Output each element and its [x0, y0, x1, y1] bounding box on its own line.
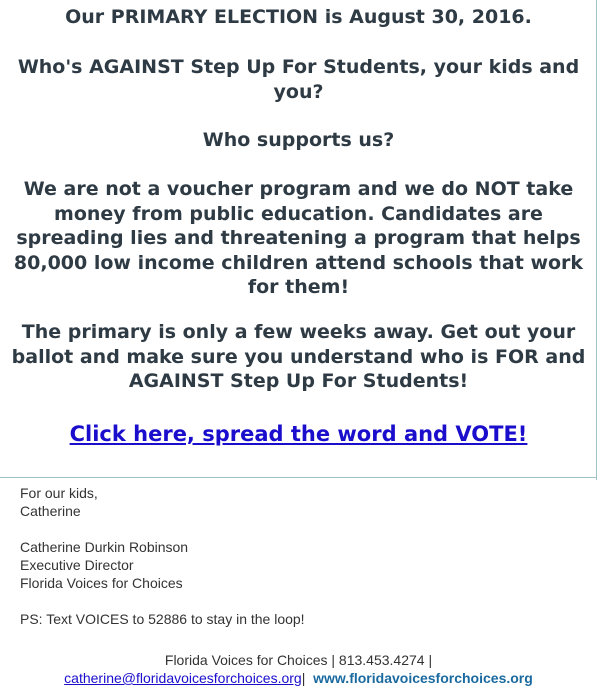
vote-link[interactable]: Click here, spread the word and VOTE! — [69, 422, 528, 446]
signer-title: Executive Director — [20, 557, 134, 573]
signer-organization: Florida Voices for Choices — [20, 575, 183, 591]
section-divider — [0, 477, 597, 478]
signer-full-name: Catherine Durkin Robinson — [20, 539, 189, 555]
footer-links — [0, 669, 597, 687]
footer-separator: | — [301, 670, 306, 686]
footer-org-phone: Florida Voices for Choices | 813.453.4274 | — [164, 652, 433, 668]
against-question: Who's AGAINST Step Up For Students, your kids and you? — [17, 56, 580, 103]
election-date-line: Our PRIMARY ELECTION is August 30, 2016. — [65, 6, 532, 28]
website-link[interactable]: www.floridavoicesforchoices.org — [313, 670, 533, 686]
signer-first-name: Catherine — [20, 503, 81, 519]
signature-block — [20, 484, 305, 628]
closing-line: For our kids, — [20, 485, 98, 501]
cta-container — [0, 421, 597, 447]
voucher-paragraph: We are not a voucher program and we do NOT take money from public education. Candidates are spreading lies and threatening a program that helps 80,000 low income children attend schools that work for them! — [13, 178, 584, 298]
supports-question: Who supports us? — [202, 129, 395, 151]
primary-paragraph: The primary is only a few weeks away. Get out your ballot and make sure you understand who is FOR and AGAINST Step Up For Students! — [11, 321, 586, 392]
email-link[interactable]: catherine@floridavoicesforchoices.org — [64, 670, 302, 686]
ps-line: PS: Text VOICES to 52886 to stay in the loop! — [20, 611, 305, 627]
